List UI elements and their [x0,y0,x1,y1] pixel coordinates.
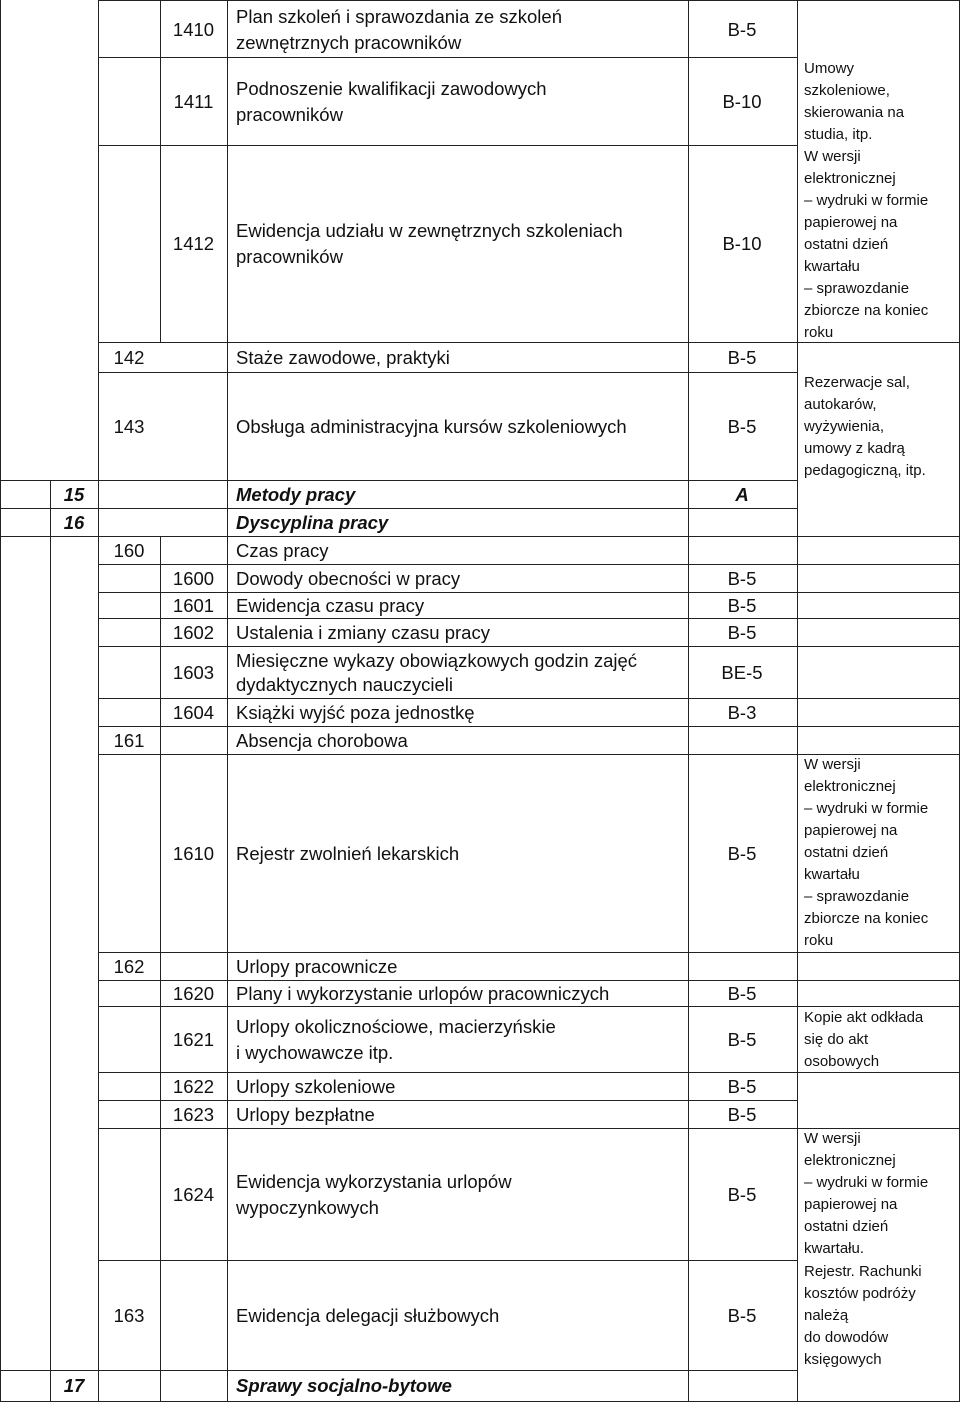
row-title: Urlopy okolicznościowe, macierzyńskie i wychowawcze itp. [236,1015,556,1063]
row-category: B-5 [727,982,757,1004]
row-category: B-5 [727,1304,757,1326]
row-category: B-5 [727,1028,757,1050]
row-title: Urlopy bezpłatne [236,1103,375,1125]
row-category: B-5 [727,621,757,643]
row-title: Staże zawodowe, praktyki [236,346,450,368]
row-title: Ewidencja czasu pracy [236,594,425,616]
row-category: B-5 [727,842,757,864]
row-code: 1412 [172,233,215,254]
row-title: Miesięczne wykazy obowiązkowych godzin zajęć dydaktycznych nauczycieli [236,649,638,695]
row-code: 1622 [172,1075,215,1097]
row-title: Obsługa administracyjna kursów szkoleniowych [236,415,627,437]
row-code: 1410 [172,18,215,40]
note-text: Umowy szkoleniowe, skierowania na studia, itp. W wersji elektronicznej – wydruki w formie papierowej na ostatni dzień kwartału – sprawozdanie zbiorcze na koniec roku [804,60,929,341]
row-code: 1610 [172,842,215,864]
row-code: 1604 [172,701,215,723]
row-title: Plany i wykorzystanie urlopów pracowniczych [236,982,610,1004]
row-title: Metody pracy [236,483,356,505]
row-code: 1602 [172,621,215,643]
row-title: Urlopy szkoleniowe [236,1075,396,1097]
row-code: 17 [63,1375,85,1396]
row-category: B-5 [727,346,757,368]
row-code: 1601 [172,594,215,616]
row-title: Ewidencja wykorzystania urlopów wypoczynkowych [236,1170,512,1218]
row-category: B-10 [722,90,762,112]
row-category: A [735,483,749,505]
row-title: Sprawy socjalno-bytowe [236,1375,452,1396]
row-code: 143 [113,415,145,437]
row-code: 162 [113,955,145,977]
row-code: 15 [63,483,85,505]
row-code: 1600 [172,567,215,589]
row-category: B-5 [727,594,757,616]
row-title: Plan szkoleń i sprawozdania ze szkoleń zewnętrznych pracowników [236,5,562,53]
note-text: W wersji elektronicznej – wydruki w formie papierowej na ostatni dzień kwartału – sprawozdanie zbiorcze na koniec roku [804,756,929,949]
row-code: 1624 [172,1183,215,1205]
row-code: 160 [113,539,145,561]
note-text: W wersji elektronicznej – wydruki w formie papierowej na ostatni dzień kwartału. [804,1130,929,1257]
row-code: 163 [113,1304,145,1326]
row-title: Ewidencja udziału w zewnętrznych szkoleniach pracowników [236,220,623,267]
row-title: Podnoszenie kwalifikacji zawodowych pracowników [236,77,547,125]
row-code: 1603 [172,661,215,683]
row-title: Rejestr zwolnień lekarskich [236,842,460,864]
row-title: Dyscyplina pracy [236,511,389,533]
row-title: Urlopy pracownicze [236,955,398,977]
row-category: B-3 [727,701,757,723]
row-category: B-5 [727,18,757,40]
row-code: 1411 [173,90,214,112]
row-category: B-10 [722,233,762,254]
note-text: Kopie akt odkłada się do akt osobowych [804,1009,924,1070]
row-category: B-5 [727,1075,757,1097]
note-text: Rejestr. Rachunki kosztów podróży należą do dowodów księgowych [804,1263,922,1368]
row-category: B-5 [727,1103,757,1125]
row-title: Absencja chorobowa [236,729,408,751]
row-category: B-5 [727,567,757,589]
row-category: B-5 [727,415,757,437]
note-text: Rezerwacje sal, autokarów, wyżywienia, umowy z kadrą pedagogiczną, itp. [804,374,926,479]
row-code: 1623 [172,1103,215,1125]
row-code: 16 [63,511,85,533]
row-code: 161 [113,729,145,751]
row-title: Dowody obecności w pracy [236,567,461,589]
row-title: Książki wyjść poza jednostkę [236,701,475,723]
row-title: Czas pracy [236,539,329,561]
row-code: 1621 [172,1028,215,1050]
row-title: Ustalenia i zmiany czasu pracy [236,621,490,643]
row-title: Ewidencja delegacji służbowych [236,1304,500,1326]
row-category: B-5 [727,1183,757,1205]
row-category: BE-5 [721,661,763,683]
row-code: 142 [113,346,145,368]
row-code: 1620 [172,982,215,1004]
